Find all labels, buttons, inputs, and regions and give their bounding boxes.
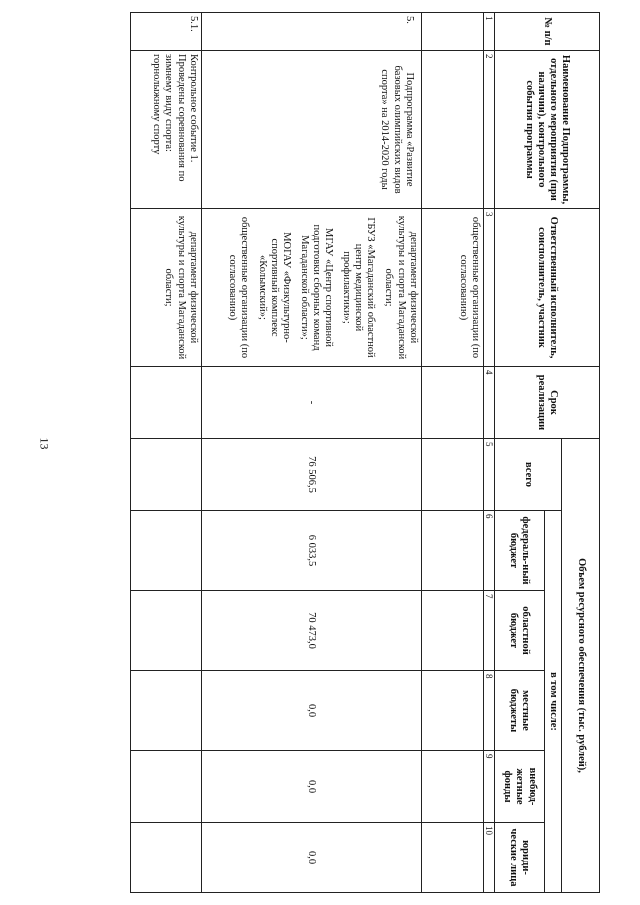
header-local: местные бюджеты (494, 671, 544, 751)
row-legal (421, 823, 483, 893)
row-name: Подпрограмма «Развитие базовых олимпийских видов спорта» на 2014-2020 годы (201, 51, 421, 209)
col-index: 4 (483, 367, 494, 439)
responsible-line: МГАУ «Центр спортивной подготовки сборных команд Магаданской области»; (299, 224, 335, 351)
row-regional: 70 473,0 (201, 591, 421, 671)
row-num: 5.1. (131, 13, 202, 51)
row-federal: 6 033,5 (201, 511, 421, 591)
col-index: 9 (483, 751, 494, 823)
row-term (421, 367, 483, 439)
row-term (131, 367, 202, 439)
row-num (421, 13, 483, 51)
row-extrabudget (131, 751, 202, 823)
header-total: всего (494, 439, 561, 511)
row-local: 0,0 (201, 671, 421, 751)
col-index: 7 (483, 591, 494, 671)
header-name: Наименование Подпрограммы, отдельного мероприятия (при наличии), контрольного события программы (494, 51, 599, 209)
row-term: - (201, 367, 421, 439)
table-row (131, 13, 202, 893)
col-index: 1 (483, 13, 494, 51)
header-extrabudget: внебюд-жетные фонды (494, 751, 544, 823)
header-num: № п/п (494, 13, 599, 51)
row-total (131, 439, 202, 511)
row-local (131, 671, 202, 751)
col-index: 10 (483, 823, 494, 893)
header-legal: юриди-ческие лица (494, 823, 544, 893)
row-federal (131, 511, 202, 591)
header-resources: Объем ресурсного обеспечения (тыс. рублей), (562, 439, 600, 893)
resource-table (130, 12, 600, 893)
header-regional: областной бюджет (494, 591, 544, 671)
row-name (421, 51, 483, 209)
table-row (421, 13, 483, 893)
row-responsible: департамент физической культуры и спорта Магаданской области; (131, 209, 202, 367)
row-legal (131, 823, 202, 893)
header-federal: федераль-ный бюджет (494, 511, 544, 591)
page-number: 13 (37, 437, 52, 450)
responsible-line: МОГАУ «Физкультурно-спортивный комплекс «Колымский»; (256, 232, 293, 343)
row-regional (421, 591, 483, 671)
row-responsible: общественные организации (по согласованию) (421, 209, 483, 367)
col-index: 8 (483, 671, 494, 751)
row-total: 76 506,5 (201, 439, 421, 511)
col-index: 6 (483, 511, 494, 591)
row-regional (131, 591, 202, 671)
row-extrabudget: 0,0 (201, 751, 421, 823)
header-incl: в том числе: (544, 511, 561, 893)
column-index-row (483, 13, 494, 893)
resource-table-sheet (130, 12, 600, 892)
responsible-line: департамент физической культуры и спорта Магаданской области; (383, 215, 419, 360)
responsible-line: ГБУЗ «Магаданский областной центр медицинской профилактики»; (341, 217, 377, 358)
row-name: Контрольное событие 1. Проведены соревнования по зимнему виду спорта: горнолыжному спорту (131, 51, 202, 209)
row-federal (421, 511, 483, 591)
col-index: 3 (483, 209, 494, 367)
row-legal: 0,0 (201, 823, 421, 893)
header-term: Срок реализации (494, 367, 599, 439)
row-extrabudget (421, 751, 483, 823)
row-total (421, 439, 483, 511)
row-local (421, 671, 483, 751)
row-num: 5. (201, 13, 421, 51)
header-responsible: Ответственный исполнитель, соисполнитель, участник (494, 209, 599, 367)
col-index: 2 (483, 51, 494, 209)
responsible-line: общественные организации (по согласованию) (226, 216, 250, 359)
row-responsible (201, 209, 421, 367)
table-row (201, 13, 421, 893)
col-index: 5 (483, 439, 494, 511)
